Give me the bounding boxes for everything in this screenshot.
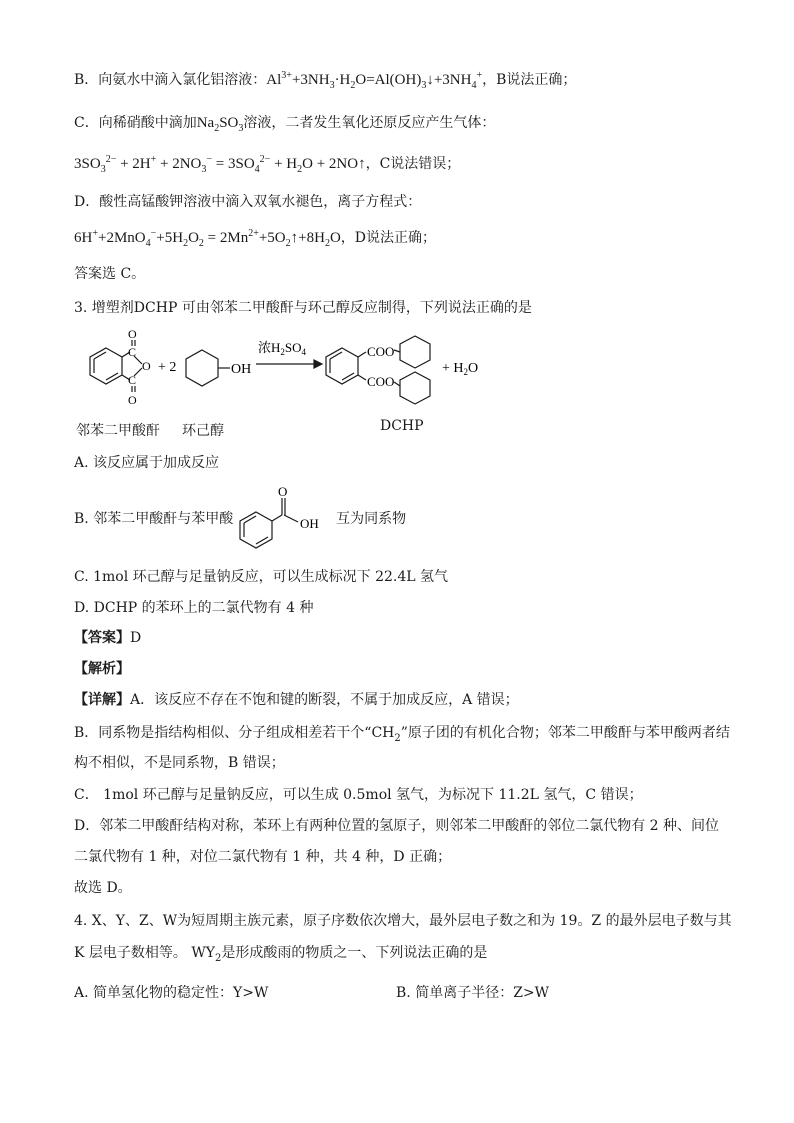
- label-dchp: DCHP: [380, 418, 424, 434]
- ring-oxygen: O: [142, 359, 151, 373]
- q4-stem2: [74, 943, 487, 963]
- q4-stem1: 4. X、Y、Z、W为短周期主族元素，原子序数依次增大，最外层电子数之和为 19。Z 的最外层电子数与其: [74, 913, 732, 929]
- hydroxyl-label: OH: [231, 362, 252, 377]
- prev-answer: 答案选 C。: [74, 266, 146, 282]
- q3-stem: 3. 增塑剂DCHP 可由邻苯二甲酸酐与环己醇反应制得，下列说法正确的是: [74, 300, 532, 316]
- svg-text:O: O: [278, 484, 288, 499]
- solution-d-text: D．酸性高锰酸钾溶液中滴入双氧水褪色，离子方程式：: [74, 194, 422, 210]
- q4-stem2-pre: K 层电子数相等。 WY: [74, 945, 215, 961]
- ch2-subscript: 2: [394, 732, 401, 744]
- reaction-arrow: [256, 360, 322, 368]
- solution-c-line: [74, 113, 495, 133]
- option-b-pre: B. 邻苯二甲酸酐与苯甲酸: [74, 511, 234, 527]
- benzoic-acid-svg: [232, 482, 332, 552]
- solution-c-text: C．向稀硝酸中滴加: [74, 115, 197, 131]
- catalyst-label: 浓$H_2SO_4$: [258, 340, 307, 357]
- label-phthalic-anhydride: 邻苯二甲酸酐: [76, 423, 160, 439]
- carbon-bottom: C: [128, 373, 137, 387]
- detail-b1-post: ”原子团的有机化合物；邻苯二甲酸酐与苯甲酸两者结: [400, 725, 730, 741]
- detail-tag: 【详解】: [74, 692, 130, 708]
- solution-c-text2: 溶液，二者发生氧化还原反应产生气体：: [243, 115, 496, 131]
- solution-b-text: B．向氨水中滴入氯化铝溶液：: [74, 72, 267, 88]
- equation-b: $Al^{3+}+3NH_3\cdot H_2O=Al(OH)_3↓+3NH_4^+$: [266, 70, 483, 91]
- detail-d1: D．邻苯二甲酸酐结构对称，苯环上有两种位置的氢原子，则邻苯二甲酸酐的邻位二氯代物有 2 种、间位: [74, 818, 720, 834]
- carbonyl-o-top: O: [128, 328, 137, 341]
- solution-c-suffix: ，C说法错误；: [365, 156, 461, 172]
- q3-answer-line: [74, 628, 141, 648]
- detail-a-line: [74, 690, 519, 710]
- water-product: + $H_2O$: [442, 361, 479, 377]
- detail-a: A．该反应不存在不饱和键的断裂，不属于加成反应，A 错误；: [130, 692, 519, 708]
- answer-value: D: [130, 630, 142, 646]
- equation-d: $6H^++2MnO_4^-+5H_2O_2$ = $2Mn^{2+}+5O_2↑+8H_2O$: [74, 228, 341, 249]
- answer-tag: 【答案】: [74, 630, 130, 646]
- q4-option-b: B. 简单离子半径：Z>W: [396, 985, 550, 1001]
- solution-d-equation-line: [74, 228, 436, 248]
- q3-conclusion: 故选 D。: [74, 880, 132, 896]
- sodium-sulfite-formula: $Na_2SO_3$: [196, 115, 244, 134]
- solution-b-suffix: ，B说法正确；: [482, 72, 577, 88]
- solution-c-equation-line: [74, 154, 460, 174]
- svg-text:OH: OH: [300, 516, 319, 531]
- ester-label-bottom: COO: [367, 374, 395, 389]
- q4-stem2-post: 是形成酸雨的物质之一、下列说法正确的是: [221, 945, 488, 961]
- label-cyclohexanol: 环己醇: [182, 423, 224, 439]
- solution-b-line: [74, 70, 576, 90]
- carbonyl-o-bottom: O: [128, 393, 137, 407]
- q3-option-d: D. DCHP 的苯环上的二氯代物有 4 种: [74, 600, 314, 616]
- detail-b1: [74, 723, 730, 743]
- carbon-top: C: [128, 345, 137, 359]
- detail-c: C． 1mol 环己醇与足量钠反应，可以生成 0.5mol 氢气，为标况下 11.2L 氢气，C 错误；: [74, 787, 643, 803]
- option-b-post: 互为同系物: [336, 511, 407, 527]
- q4-option-a: A. 简单氢化物的稳定性：Y>W: [74, 985, 269, 1001]
- detail-b2: 构不相似，不是同系物，B 错误；: [74, 755, 285, 771]
- q3-option-a: A. 该反应属于加成反应: [74, 455, 220, 471]
- analysis-tag: 【解析】: [74, 661, 130, 677]
- ester-label-top: COO: [367, 344, 395, 359]
- wy2-subscript: 2: [215, 952, 222, 964]
- q3-option-c: C. 1mol 环己醇与足量钠反应，可以生成标况下 22.4L 氢气: [74, 569, 449, 585]
- cyclohexanol-structure: [186, 350, 230, 386]
- equation-c: $3SO_3^{2-} + 2H^+ + 2NO_3^- = 3SO_4^{2-} + H_2O$ + 2NO↑: [74, 154, 366, 175]
- solution-d-suffix: ，D说法正确；: [340, 230, 437, 246]
- reaction-scheme: [74, 328, 594, 428]
- coefficient-two: + 2: [158, 360, 177, 375]
- solution-d-line: [74, 192, 421, 212]
- detail-d2: 二氯代物有 1 种，对位二氯代物有 1 种，共 4 种，D 正确；: [74, 849, 452, 865]
- detail-b1-pre: B．同系物是指结构相似、分子组成相差若干个“CH: [74, 725, 395, 741]
